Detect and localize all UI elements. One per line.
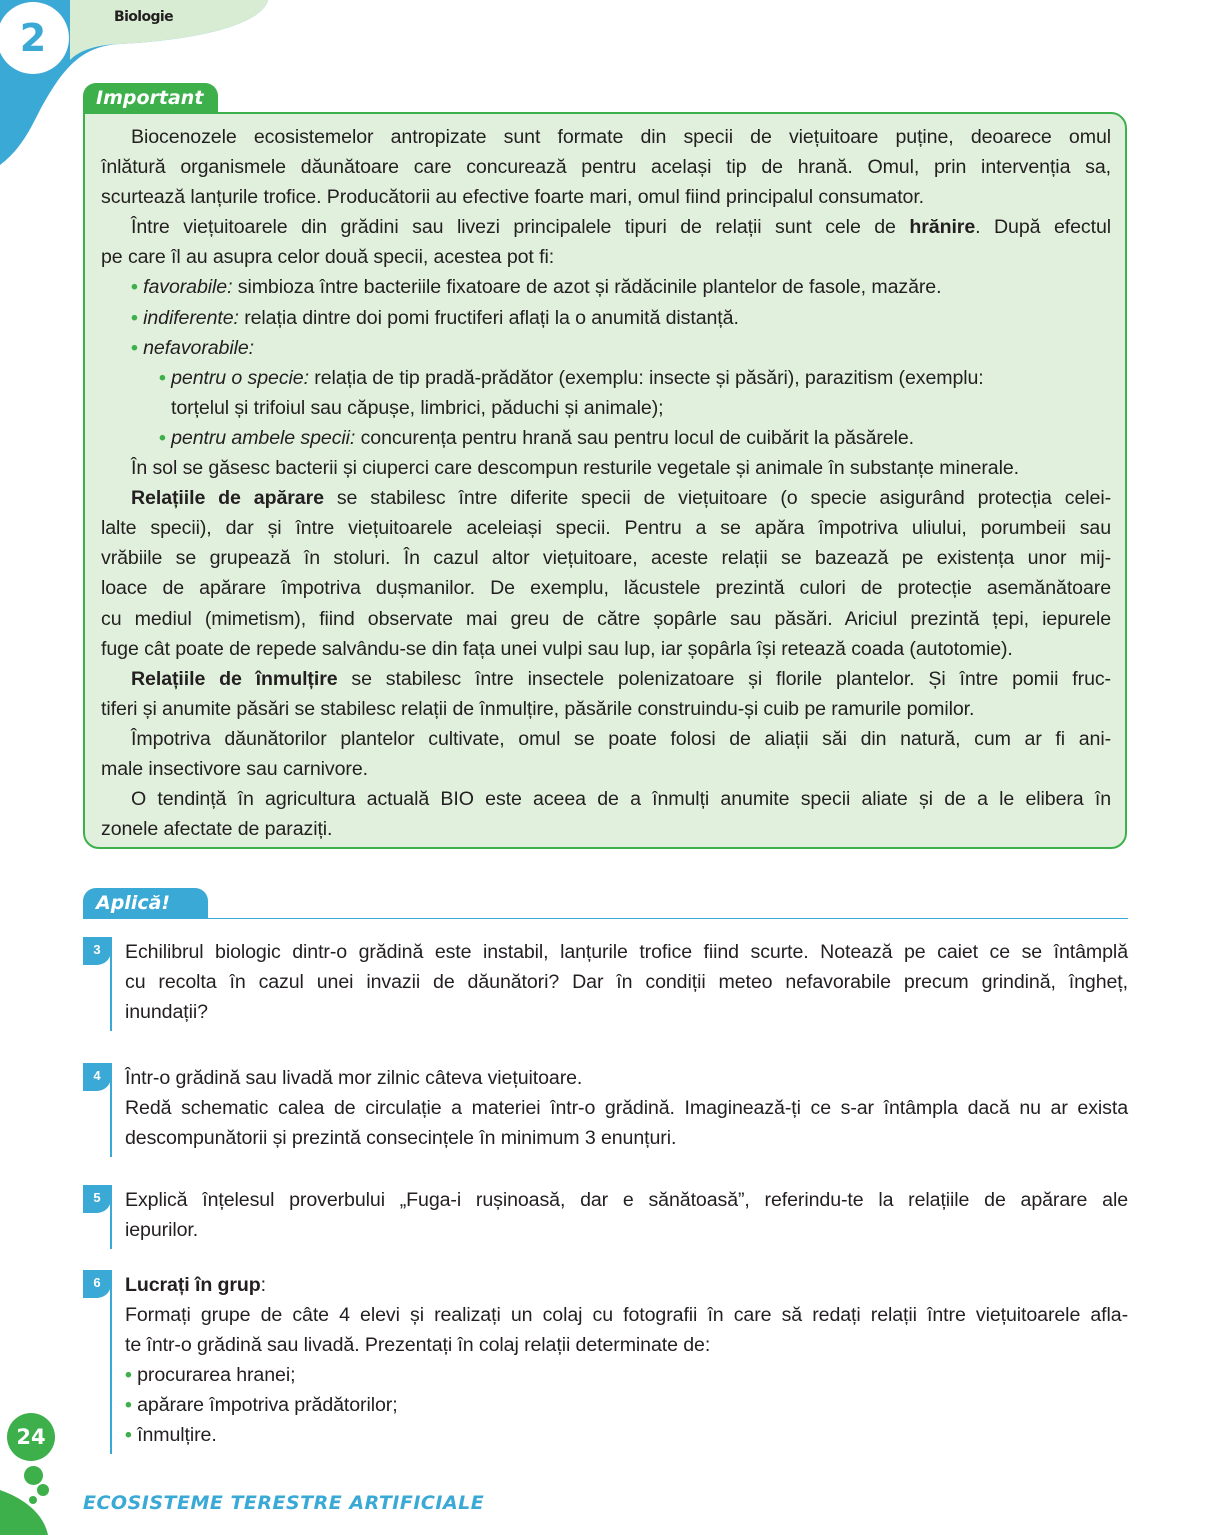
text-line — [125, 937, 1128, 967]
text-line — [125, 1360, 1128, 1390]
italic-term: indiferente: — [143, 306, 239, 329]
text-line — [101, 724, 1111, 754]
text-run: iepurilor. — [125, 1219, 199, 1241]
italic-term: pentru o specie: — [171, 366, 309, 389]
text-run: descompunătorii și prezintă consecințele în minimum 3 enunțuri. — [125, 1127, 677, 1149]
bold-term: Lucrați în grup — [125, 1274, 261, 1296]
exercise-number: 4 — [83, 1063, 111, 1091]
italic-term: favorabile: — [143, 276, 233, 299]
text-run: loace de apărare împotriva dușmanilor. De exemplu, lăcustele prezintă culori de protecție asemănătoare — [101, 577, 1111, 600]
exercise-text — [125, 937, 1128, 1027]
text-line — [101, 303, 1111, 333]
text-run: scurtează lanțurile trofice. Producătorii au efective foarte mari, omul fiind principalul consumator. — [101, 186, 925, 209]
text-run: cu mediul (mimetism), fiind observate mai greu de către șopârle sau păsări. Ariciul prezintă țepi, iepurele — [101, 607, 1111, 630]
text-run: male insectivore sau carnivore. — [101, 757, 368, 780]
text-line — [101, 604, 1111, 634]
text-line — [101, 333, 1111, 363]
text-run: relația de tip pradă-prădător (exemplu: insecte și păsări), parazitism (exemplu: — [308, 366, 984, 389]
text-run: Într-o grădină sau livadă mor zilnic câteva viețuitoare. — [125, 1067, 583, 1089]
text-run: cu recolta în cazul unei invazii de dăunători? Dar în condiții meteo nefavorabile precum grindină, îngheț, — [125, 971, 1128, 993]
text-line — [125, 1185, 1128, 1215]
text-line — [101, 363, 1111, 393]
apply-divider — [208, 918, 1128, 919]
text-run: procurarea hranei; — [137, 1364, 296, 1386]
text-run: Redă schematic calea de circulație a materiei într-o grădină. Imaginează-ți ce s-ar întâmpla dacă nu ar exista — [125, 1097, 1128, 1119]
important-title: Important — [83, 83, 218, 114]
bullet: • — [125, 1364, 138, 1386]
text-line — [101, 393, 1111, 423]
text-line — [101, 543, 1111, 573]
exercise-bar — [110, 1270, 112, 1454]
text-run: Formați grupe de câte 4 elevi și realizați un colaj cu fotografii în care să redați relații între viețuitoarele afla- — [125, 1304, 1128, 1326]
text-line — [101, 664, 1111, 694]
text-line — [125, 1093, 1128, 1123]
text-run: înlătură organismele dăunătoare care concurează pentru același tip de hrană. Omul, prin intervenția sa, — [101, 156, 1111, 179]
text-run: lalte specii), dar și între viețuitoarele aceleiași specii. Pentru a se apăra împotriva uliului, porumbeii sau — [101, 517, 1111, 540]
text-run: se stabilesc între diferite specii de viețuitoare (o specie asigurând protecția celei- — [323, 487, 1112, 510]
text-run: torțelul și trifoiul sau căpușe, limbrici, păduchi și animale); — [171, 396, 664, 419]
text-run: Împotriva dăunătorilor plantelor cultivate, omul se poate folosi de aliații săi din natură, cum ar fi ani- — [131, 727, 1111, 750]
text-line — [125, 1063, 1128, 1093]
text-run: concurența pentru hrană sau pentru locul de cuibărit la păsărele. — [355, 426, 914, 449]
text-line — [101, 152, 1111, 182]
text-line — [101, 573, 1111, 603]
text-line — [125, 967, 1128, 997]
text-run: vrăbiile se grupează în stoluri. În cazul altor viețuitoare, aceste relații se bazează pe existența unor mij- — [101, 547, 1111, 570]
text-line — [125, 1390, 1128, 1420]
bold-term: hrănire — [909, 216, 976, 239]
exercise-number: 5 — [83, 1185, 111, 1213]
exercise-bar — [110, 937, 112, 1031]
exercise-number: 6 — [83, 1270, 111, 1298]
bold-term: Relațiile de înmulțire — [131, 667, 338, 690]
text-line — [101, 483, 1111, 513]
text-line — [101, 423, 1111, 453]
exercise-text — [125, 1063, 1128, 1153]
exercise-bar — [110, 1063, 112, 1157]
text-run: tiferi și anumite păsări se stabilesc relații de înmulțire, păsările construindu-și cuib pe ramurile pomilor. — [101, 697, 975, 720]
text-run: fuge cât poate de repede salvându-se din fața unei vulpi sau lup, iar șopârla își retează coada (autotomie). — [101, 637, 1013, 660]
important-box — [83, 112, 1127, 849]
important-text — [101, 122, 1111, 844]
bullet: • — [131, 306, 144, 329]
italic-term: nefavorabile: — [143, 336, 255, 359]
text-line — [101, 814, 1111, 844]
text-run: inundații? — [125, 1001, 208, 1023]
exercise-text — [125, 1270, 1128, 1450]
exercise-bar — [110, 1185, 112, 1249]
text-run: Între viețuitoarele din grădini sau livezi principalele tipuri de relații sunt cele de — [131, 216, 910, 239]
text-line — [101, 453, 1111, 483]
chapter-number: 2 — [19, 16, 47, 60]
text-run: simbioza între bacteriile fixatoare de azot și rădăcinile plantelor de fasole, mazăre. — [232, 276, 942, 299]
text-line — [125, 1300, 1128, 1330]
page-number: 24 — [7, 1413, 55, 1461]
text-line — [125, 1420, 1128, 1450]
text-run: zonele afectate de paraziți. — [101, 818, 333, 841]
bullet: • — [131, 276, 144, 299]
corner-leaf-decoration — [0, 1490, 50, 1535]
bullet: • — [159, 426, 172, 449]
text-line — [101, 784, 1111, 814]
text-run: te într-o grădină sau livadă. Prezentați în colaj relații determinate de: — [125, 1334, 711, 1356]
text-line — [125, 1123, 1128, 1153]
text-run: O tendință în agricultura actuală BIO este aceea de a înmulți anumite specii aliate și de a le elibera în — [131, 788, 1111, 811]
text-run: Explică înțelesul proverbului „Fuga-i rușinoasă, dar e sănătoasă”, referindu-te la relațiile de apărare ale — [125, 1189, 1128, 1211]
exercise-text — [125, 1185, 1128, 1245]
text-line — [125, 1330, 1128, 1360]
text-run: În sol se găsesc bacterii și ciuperci care descompun resturile vegetale și animale în substanțe minerale. — [131, 457, 1019, 480]
bullet: • — [131, 336, 144, 359]
text-run: relația dintre doi pomi fructiferi aflați la o anumită distanță. — [238, 306, 739, 329]
text-line — [101, 212, 1111, 242]
subject-label: Biologie — [114, 9, 174, 25]
footer-chapter-title: ECOSISTEME TERESTRE ARTIFICIALE — [83, 1492, 485, 1514]
text-line — [125, 997, 1128, 1027]
decorative-dot — [24, 1466, 43, 1485]
text-run: se stabilesc între insectele polenizatoare și florile plantelor. Și între pomii fruc- — [337, 667, 1111, 690]
bullet: • — [125, 1394, 138, 1416]
text-line — [125, 1215, 1128, 1245]
bullet: • — [125, 1424, 138, 1446]
text-run: pe care îl au asupra celor două specii, acestea pot fi: — [101, 246, 555, 269]
italic-term: pentru ambele specii: — [171, 426, 356, 449]
text-run: : — [260, 1274, 267, 1296]
text-line — [101, 272, 1111, 302]
text-run: . După efectul — [975, 216, 1111, 239]
bullet: • — [159, 366, 172, 389]
text-line — [101, 634, 1111, 664]
apply-title: Aplică! — [83, 888, 208, 919]
text-run: Biocenozele ecosistemelor antropizate sunt formate din specii de viețuitoare puține, deoarece omul — [131, 126, 1111, 148]
text-line — [125, 1270, 1128, 1300]
text-run: înmulțire. — [137, 1424, 217, 1446]
bold-term: Relațiile de apărare — [131, 487, 324, 510]
exercise-number: 3 — [83, 937, 111, 965]
text-line — [101, 694, 1111, 724]
text-line — [101, 242, 1111, 272]
text-line — [101, 513, 1111, 543]
text-line — [101, 182, 1111, 212]
text-run: Echilibrul biologic dintr-o grădină este instabil, lanțurile trofice fiind scurte. Notează pe caiet ce se întâmplă — [125, 941, 1128, 963]
text-run: apărare împotriva prădătorilor; — [137, 1394, 398, 1416]
text-line — [101, 122, 1111, 152]
text-line — [101, 754, 1111, 784]
